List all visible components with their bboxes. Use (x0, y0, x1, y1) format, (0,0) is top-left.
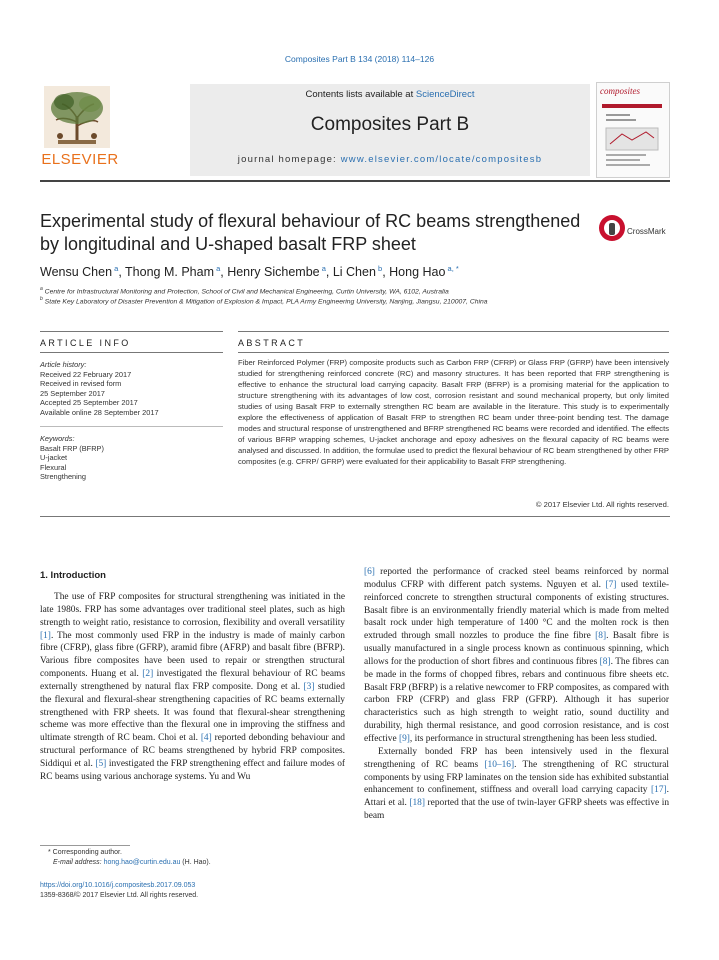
contents-prefix: Contents lists available at (305, 89, 416, 100)
citation-link[interactable]: [5] (95, 758, 107, 769)
doi-link[interactable]: https://doi.org/10.1016/j.compositesb.2017.09.053 (40, 882, 196, 889)
abstract-heading: ABSTRACT (238, 338, 306, 348)
author-name[interactable]: Henry Sichembe (227, 265, 320, 280)
citation-link[interactable]: [18] (409, 798, 425, 809)
intro-paragraph (364, 746, 669, 823)
author-affiliation-marker[interactable]: a (319, 264, 326, 273)
elsevier-tree-logo (40, 82, 114, 152)
crossmark-label[interactable]: CrossMark (627, 227, 666, 236)
keywords-label: Keywords: (40, 434, 75, 443)
intro-right-column (364, 566, 669, 823)
affiliation-a (40, 286, 449, 295)
journal-reference[interactable]: Composites Part B 134 (2018) 114–126 (284, 54, 435, 64)
paragraph-text: reported the performance of cracked steel beams reinforced by normal modulus CFRP with different patch systems. Nguyen et al. (364, 567, 669, 590)
author-affiliation-marker[interactable]: b (375, 264, 383, 273)
history-divider (40, 426, 223, 427)
article-info-heading: ARTICLE INFO (40, 338, 131, 348)
citation-link[interactable]: [4] (200, 733, 212, 744)
citation-link[interactable]: [9] (398, 733, 410, 744)
history-label: Article history: (40, 360, 87, 369)
history-item: Received 22 February 2017 (40, 369, 132, 379)
sciencedirect-link[interactable]: ScienceDirect (415, 89, 475, 100)
abstract-rule-top (238, 331, 669, 332)
abstract-bottom-rule (40, 516, 670, 517)
paragraph-text: . The strengthening of RC structural components by using FRP laminates on the tension side has exhibited substantial enhancement to confinement, stiffness and overall load carrying capacity (364, 759, 669, 796)
paragraph-text: investigated the flexural behaviour of RC beams externally strengthened by natural flax FRP composite. Dong et al. (40, 669, 345, 692)
affiliation-marker: a (40, 286, 43, 292)
author-affiliation-marker[interactable]: a (213, 264, 221, 273)
author-name[interactable]: Li Chen (332, 265, 376, 280)
citation-link[interactable]: [7] (605, 579, 617, 590)
article-title: Experimental study of flexural behaviour of RC beams strengthened by longitudinal and U-shaped basalt FRP sheet (40, 211, 581, 254)
citation-link[interactable]: [2] (142, 669, 154, 680)
citation-link[interactable]: [1] (40, 630, 51, 641)
email-link[interactable]: hong.hao@curtin.edu.au (103, 859, 181, 866)
abstract-copyright: © 2017 Elsevier Ltd. All rights reserved. (535, 500, 669, 509)
citation-link[interactable]: [8] (595, 631, 607, 642)
email-label: E-mail address: (53, 859, 104, 866)
affiliation-marker: b (40, 296, 43, 302)
citation-link[interactable]: [3] (303, 681, 315, 692)
article-history (40, 360, 159, 418)
crossmark-icon[interactable] (598, 214, 626, 242)
paragraph-text: . The fibres can be made in the forms of chopped fibres, rebars and continuous fibre sheets etc. Basalt FRP (BFRP) is a relative newcomer to FRP composites, as compared with carbon FRP (CFRP) and glass FRP (GFRP). Although it has superior characteristics such as high strength to weight ratio, sound ductility and durability, high thermal resistance, and good corrosion resistance, and is cost effective (364, 656, 669, 744)
paragraph-text: . Basalt fibre is usually manufactured in a single process known as continuous spinning, which allows for the production of short fibres and continuous fibres (364, 631, 669, 667)
cover-title: composites (600, 86, 640, 96)
intro-paragraph (40, 591, 345, 784)
affiliation-b (40, 296, 488, 305)
issn-line: 1359-8368/© 2017 Elsevier Ltd. All rights reserved. (40, 892, 199, 899)
keywords (40, 434, 104, 482)
homepage-prefix: journal homepage: (237, 154, 341, 165)
contents-line (190, 89, 590, 100)
paragraph-text: used textile-reinforced concrete to strengthen structural components of existing structures. Basalt fibre is an environmentally friendly material which is made from melted basalt rock under high temperature of 1400 °C and the molten rock is then extruded through small nozzles to produce the fine fibre (364, 579, 669, 642)
history-item: Received in revised form (40, 379, 122, 389)
paragraph-text: . Attari et al. (364, 785, 669, 809)
citation-link[interactable]: [10–16] (484, 759, 515, 770)
history-item: 25 September 2017 (40, 388, 105, 398)
citation-link[interactable]: [8] (599, 656, 611, 667)
history-item: Available online 28 September 2017 (40, 407, 159, 417)
paragraph-text: . The most commonly used FRP in the industry is made of mainly carbon fibre (CFRP), glass fibre (GFRP), aramid fibre (AFRP) and basalt fibre (BFRP). Various fibre composites have been used to repair or strengthen structural components. Huang et al. (40, 630, 345, 680)
article-info-rule (40, 352, 223, 353)
citation-link[interactable]: [6] (364, 567, 375, 577)
section-heading-introduction: 1. Introduction (40, 570, 106, 581)
corresponding-author-note: * Corresponding author. (48, 849, 122, 856)
journal-title: Composites Part B (310, 114, 470, 135)
publisher-name: ELSEVIER (41, 151, 119, 168)
journal-homepage (190, 154, 590, 165)
keyword[interactable]: Flexural (40, 462, 67, 472)
email-note (53, 859, 211, 866)
paragraph-text: , its performance in structural strengthening has been less studied. (409, 733, 657, 744)
author-name[interactable]: Thong M. Pham (125, 265, 214, 280)
email-suffix: (H. Hao). (180, 859, 211, 866)
header-rule (40, 180, 670, 182)
keyword[interactable]: Strengthening (40, 472, 87, 482)
author-name[interactable]: Hong Hao (389, 265, 446, 280)
affiliation-text: State Key Laboratory of Disaster Prevention & Mitigation of Explosion & Impact, PLA Army Engineering University, Nanjing, Jiangsu, 210007, China (44, 298, 488, 306)
author-affiliation-marker[interactable]: a (112, 264, 119, 273)
paragraph-text: Externally bonded FRP has been intensively used in the flexural strengthening of RC beams (364, 746, 669, 770)
article-info-rule-top (40, 331, 223, 332)
intro-left-column (40, 591, 345, 784)
citation-link[interactable]: [17] (651, 785, 667, 796)
abstract-text: Fiber Reinforced Polymer (FRP) composite products such as Carbon FRP (CFRP) or Glass FRP (GFRP) have been intensively studied for strengthening reinforced concrete (RC) and masonry structures. It has been reported that FRP strengthening is effective to enhance the structural load carrying capacity. Basalt FRP (BFRP) is a promising material for the application to structure strengthening with its advantages of low cost, corrosion resistant and sound mechanical property, but only limited studies of using Basalt FRP to externally strengthen RC beam are available in the literature. This study is to experimentally explore the effectiveness of application of Basalt FRP to strengthen RC beam under three-point bending test. The damage modes and structural response of unstrengthened and BFRP strengthened RC beams were recorded and identified. The effects of various BFRP wrapping schemes, U-jacket anchorage and epoxy adhesives on the flexural capacity of RC beams were analysed and discussed. In addition, the formulae used to predict the flexural behaviour of RC beam strengthened by other FRP composites (e.g. CFRP/ GFRP) were evaluated for their applicability to Basalt FRP strengthening. (238, 358, 669, 467)
paragraph-text: investigated the FRP strengthening effect and failure modes of RC beams using various anchorage systems. Yu and Wu (40, 758, 345, 782)
intro-paragraph (364, 566, 669, 746)
cover-graphic (602, 104, 662, 170)
author-affiliation-marker[interactable]: a, * (445, 264, 459, 273)
keyword[interactable]: Basalt FRP (BFRP) (40, 443, 104, 453)
author-list: Wensu Chen $^a$, Thong M. Pham $^a$, Henry Sichembe $^a$, Li Chen $^b$, Hong Hao $^{a, *}$ (40, 264, 459, 280)
paragraph-text: The use of FRP composites for structural strengthening was initiated in the late 1980s. FRP has some advantages over traditional steel plates, such as high strength to weight ratio, resistance to corrosion, flexibility and overall versatility (40, 592, 345, 628)
history-item: Accepted 25 September 2017 (40, 398, 138, 408)
paragraph-text: studied the flexural and flexural-shear strengthening capacities of RC beams externally strengthened with FRP sheets. It was found that flexural-shear strengthening scheme was more effective than the flexural one in improving the stiffness and ultimate strength of RC beam. Choi et al. (40, 681, 345, 744)
paragraph-text: reported debonding behaviour and structural performance of RC beams strengthened by hybrid FRP composites. Siddiqui et al. (40, 733, 345, 769)
homepage-link[interactable]: www.elsevier.com/locate/compositesb (340, 154, 543, 165)
author-name[interactable]: Wensu Chen (40, 265, 113, 280)
abstract-rule (238, 352, 669, 353)
paragraph-text: reported that the use of twin-layer GFRP sheets was effective in beam (364, 798, 670, 822)
affiliation-text: Centre for Infrastructural Monitoring and Protection, School of Civil and Mechanical Engineering, Curtin University, WA, 6102, Australia (44, 288, 449, 296)
footnote-rule (40, 845, 130, 846)
doi-line (40, 882, 195, 889)
keyword[interactable]: U-jacket (40, 453, 68, 463)
